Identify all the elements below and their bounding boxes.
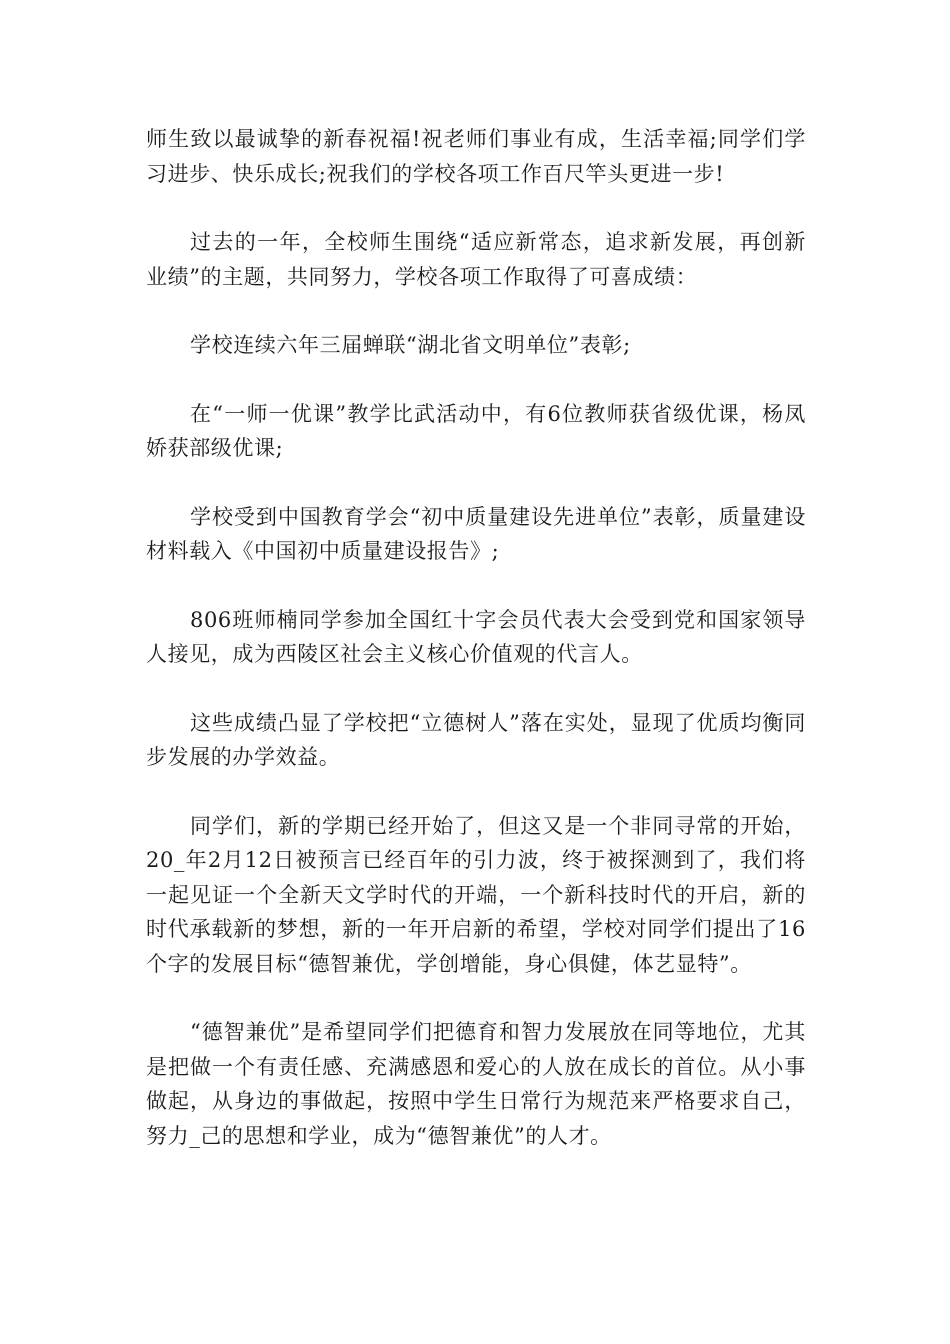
document-body <box>146 122 806 1187</box>
paragraph-3: 学校连续六年三届蝉联“湖北省文明单位”表彰; <box>190 333 631 357</box>
paragraph-4: 在“一师一优课”教学比武活动中，有6位教师获省级优课，杨凤娇获部级优课; <box>146 401 806 460</box>
paragraph-2: 过去的一年，全校师生围绕“适应新常态，追求新发展，再创新业绩”的主题，共同努力，学校各项工作取得了可喜成绩： <box>146 230 806 289</box>
paragraph-5: 学校受到中国教育学会“初中质量建设先进单位”表彰，质量建设材料载入《中国初中质量建设报告》; <box>146 504 806 563</box>
paragraph-9: “德智兼优”是希望同学们把德育和智力发展放在同等地位，尤其是把做一个有责任感、充满感恩和爱心的人放在成长的首位。从小事做起，从身边的事做起，按照中学生日常行为规范来严格要求自己，努力_己的思想和学业，成为“德智兼优”的人才。 <box>146 1020 806 1148</box>
paragraph-6: 806班师楠同学参加全国红十字会员代表大会受到党和国家领导人接见，成为西陵区社会主义核心价值观的代言人。 <box>146 607 806 666</box>
paragraph-8: 同学们，新的学期已经开始了，但这又是一个非同寻常的开始，20_年2月12日被预言已经百年的引力波，终于被探测到了，我们将一起见证一个全新天文学时代的开端，一个新科技时代的开启，新的时代承载新的梦想，新的一年开启新的希望，学校对同学们提出了16个字的发展目标“德智兼优，学创增能，身心俱健，体艺显特”。 <box>146 813 806 976</box>
paragraph-1: 师生致以最诚挚的新春祝福!祝老师们事业有成，生活幸福;同学们学习进步、快乐成长;祝我们的学校各项工作百尺竿头更进一步! <box>146 127 806 186</box>
paragraph-7: 这些成绩凸显了学校把“立德树人”落在实处，显现了优质均衡同步发展的办学效益。 <box>146 710 806 769</box>
